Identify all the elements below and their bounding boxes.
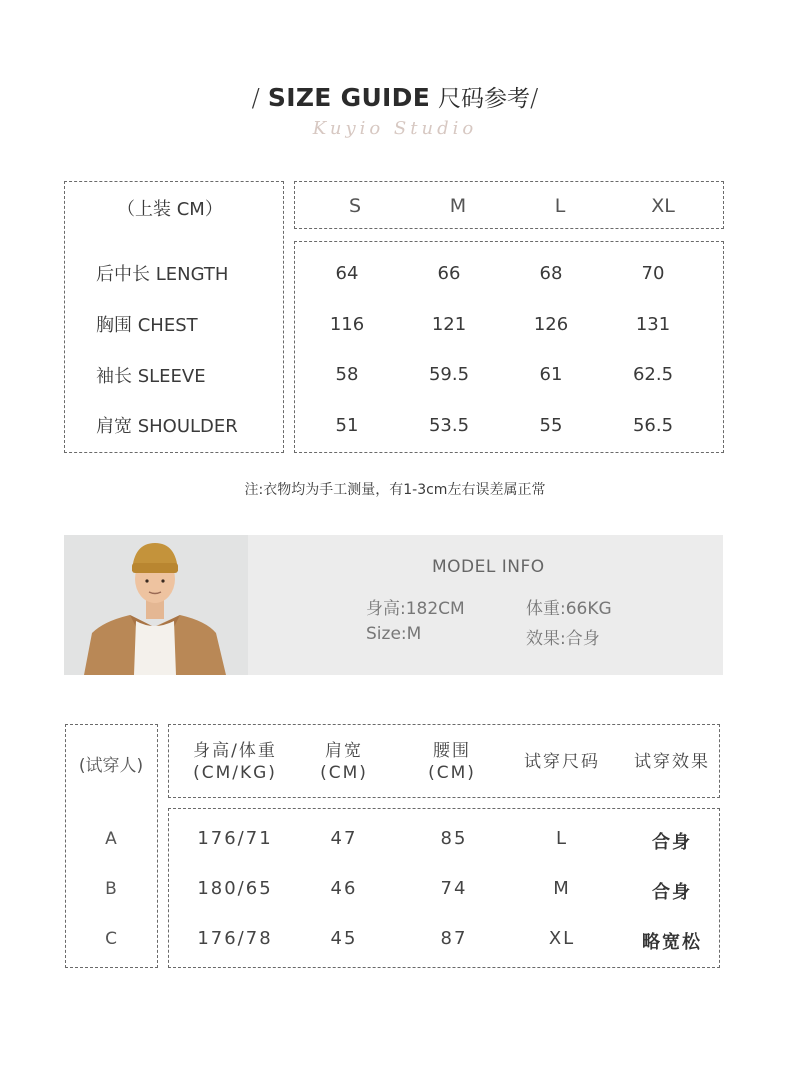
- studio-signature: Kuyio Studio: [312, 118, 478, 139]
- size-header-l: L: [554, 195, 566, 217]
- header-line: 试穿效果: [634, 752, 710, 772]
- size-cell: 56.5: [632, 415, 674, 436]
- tryon-cell: 176/71: [197, 828, 273, 849]
- model-weight: 体重:66KG: [526, 599, 612, 619]
- size-cell: 64: [335, 263, 359, 284]
- size-cell: 53.5: [428, 415, 470, 436]
- tryon-cell: 合身: [652, 882, 692, 903]
- tryon-corner-label: (试穿人): [78, 756, 144, 776]
- model-info-title: MODEL INFO: [432, 557, 545, 577]
- header-line: (CM): [320, 763, 368, 783]
- header-line: 身高/体重: [193, 741, 277, 761]
- row-label-length: 后中长 LENGTH: [96, 264, 229, 285]
- size-cell: 62.5: [632, 364, 674, 385]
- page-title: [0, 80, 790, 113]
- row-label-shoulder: 肩宽 SHOULDER: [96, 416, 238, 437]
- size-cell: 131: [635, 314, 671, 335]
- size-cell: 68: [539, 263, 563, 284]
- tryon-cell: 180/65: [197, 878, 273, 899]
- size-cell: 116: [329, 314, 365, 335]
- size-cell: 59.5: [428, 364, 470, 385]
- tryon-cell: XL: [548, 928, 576, 949]
- size-cell: 58: [335, 364, 359, 385]
- size-header-s: S: [348, 195, 362, 217]
- size-header-xl: XL: [651, 195, 675, 217]
- tryon-row-label-c: C: [105, 929, 117, 949]
- tryon-cell: 45: [330, 928, 358, 949]
- size-cell: 70: [641, 263, 665, 284]
- row-label-chest: 胸围 CHEST: [96, 315, 198, 336]
- model-info-panel: [248, 535, 723, 675]
- measurement-note: 注:衣物均为手工测量，有1-3cm左右误差属正常: [244, 482, 546, 498]
- title-english: SIZE GUIDE: [267, 83, 431, 112]
- tryon-header-fit: [622, 751, 722, 773]
- tryon-cell: 合身: [652, 832, 692, 853]
- tryon-header-height-weight: [180, 740, 290, 784]
- size-cell: 55: [539, 415, 563, 436]
- size-cell: 121: [431, 314, 467, 335]
- row-label-sleeve: 袖长 SLEEVE: [96, 366, 206, 387]
- header-line: (CM/KG): [193, 763, 277, 783]
- tryon-header-waist: [412, 740, 492, 784]
- header-line: 肩宽: [325, 741, 363, 761]
- model-size: Size:M: [366, 624, 422, 644]
- tryon-cell: 46: [330, 878, 358, 899]
- size-cell: 126: [533, 314, 569, 335]
- size-cell: 61: [539, 364, 563, 385]
- tryon-cell: 85: [440, 828, 468, 849]
- header-line: 试穿尺码: [524, 752, 600, 772]
- size-cell: 51: [335, 415, 359, 436]
- title-slash-right: /: [530, 83, 539, 112]
- tryon-cell: 略宽松: [642, 932, 702, 953]
- tryon-cell: 87: [440, 928, 468, 949]
- tryon-header-size: [512, 751, 612, 773]
- size-header-m: M: [449, 195, 467, 217]
- tryon-cell: 176/78: [197, 928, 273, 949]
- tryon-row-label-b: B: [105, 879, 117, 899]
- tryon-header-shoulder: [304, 740, 384, 784]
- model-photo: [64, 535, 248, 675]
- tryon-cell: L: [555, 828, 569, 849]
- tryon-cell: M: [553, 878, 571, 899]
- tryon-cell: 47: [330, 828, 358, 849]
- header-line: 腰围: [433, 741, 471, 761]
- header-line: (CM): [428, 763, 476, 783]
- tryon-row-label-a: A: [105, 829, 117, 849]
- tryon-cell: 74: [440, 878, 468, 899]
- size-unit-label: （上装 CM）: [117, 199, 223, 220]
- title-chinese: 尺码参考: [438, 86, 531, 112]
- model-height: 身高:182CM: [366, 599, 465, 619]
- title-slash-left: /: [251, 83, 260, 112]
- size-cell: 66: [437, 263, 461, 284]
- model-fit: 效果:合身: [526, 629, 600, 649]
